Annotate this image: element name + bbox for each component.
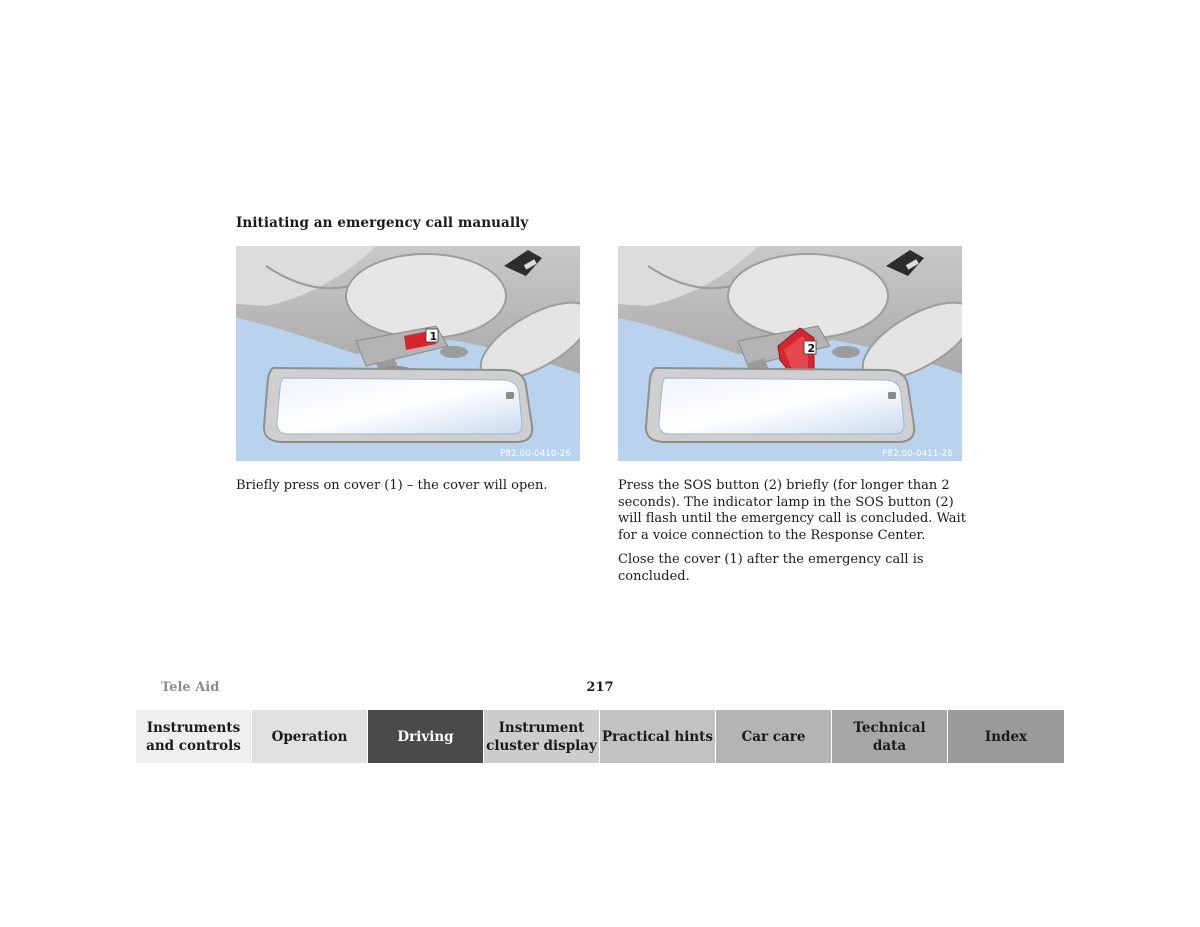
page-number: 217: [586, 680, 614, 695]
chapter-nav: [136, 710, 1065, 763]
tab-index[interactable]: Index: [948, 710, 1064, 763]
tab-instrument-cluster-display[interactable]: Instrument cluster display: [484, 710, 600, 763]
tab-instruments-and-controls[interactable]: Instruments and controls: [136, 710, 252, 763]
instruction-open-cover: Briefly press on cover (1) – the cover will open.: [236, 478, 548, 493]
tab-practical-hints[interactable]: Practical hints: [600, 710, 716, 763]
callout-1: 1: [429, 330, 438, 343]
section-heading: Initiating an emergency call manually: [236, 215, 529, 231]
tab-driving[interactable]: Driving: [368, 710, 484, 763]
illustration-sos-button: [618, 246, 962, 461]
instruction-press-sos: Press the SOS button (2) briefly (for longer than 2 seconds). The indicator lamp in the SOS button (2) will flash until the emergency call is concluded. Wait for a voice connection to the Response Center.: [618, 478, 966, 543]
footer-section-name: Tele Aid: [161, 680, 220, 695]
callout-2: 2: [807, 342, 816, 355]
illustration-cover-closed: [236, 246, 580, 461]
instruction-close-cover: Close the cover (1) after the emergency call is concluded.: [618, 552, 924, 584]
tab-car-care[interactable]: Car care: [716, 710, 832, 763]
figure-code: P82.00-0411-26: [882, 449, 953, 459]
tab-technical-data[interactable]: Technical data: [832, 710, 948, 763]
tab-operation[interactable]: Operation: [252, 710, 368, 763]
figure-code: P82.00-0410-26: [500, 449, 571, 459]
